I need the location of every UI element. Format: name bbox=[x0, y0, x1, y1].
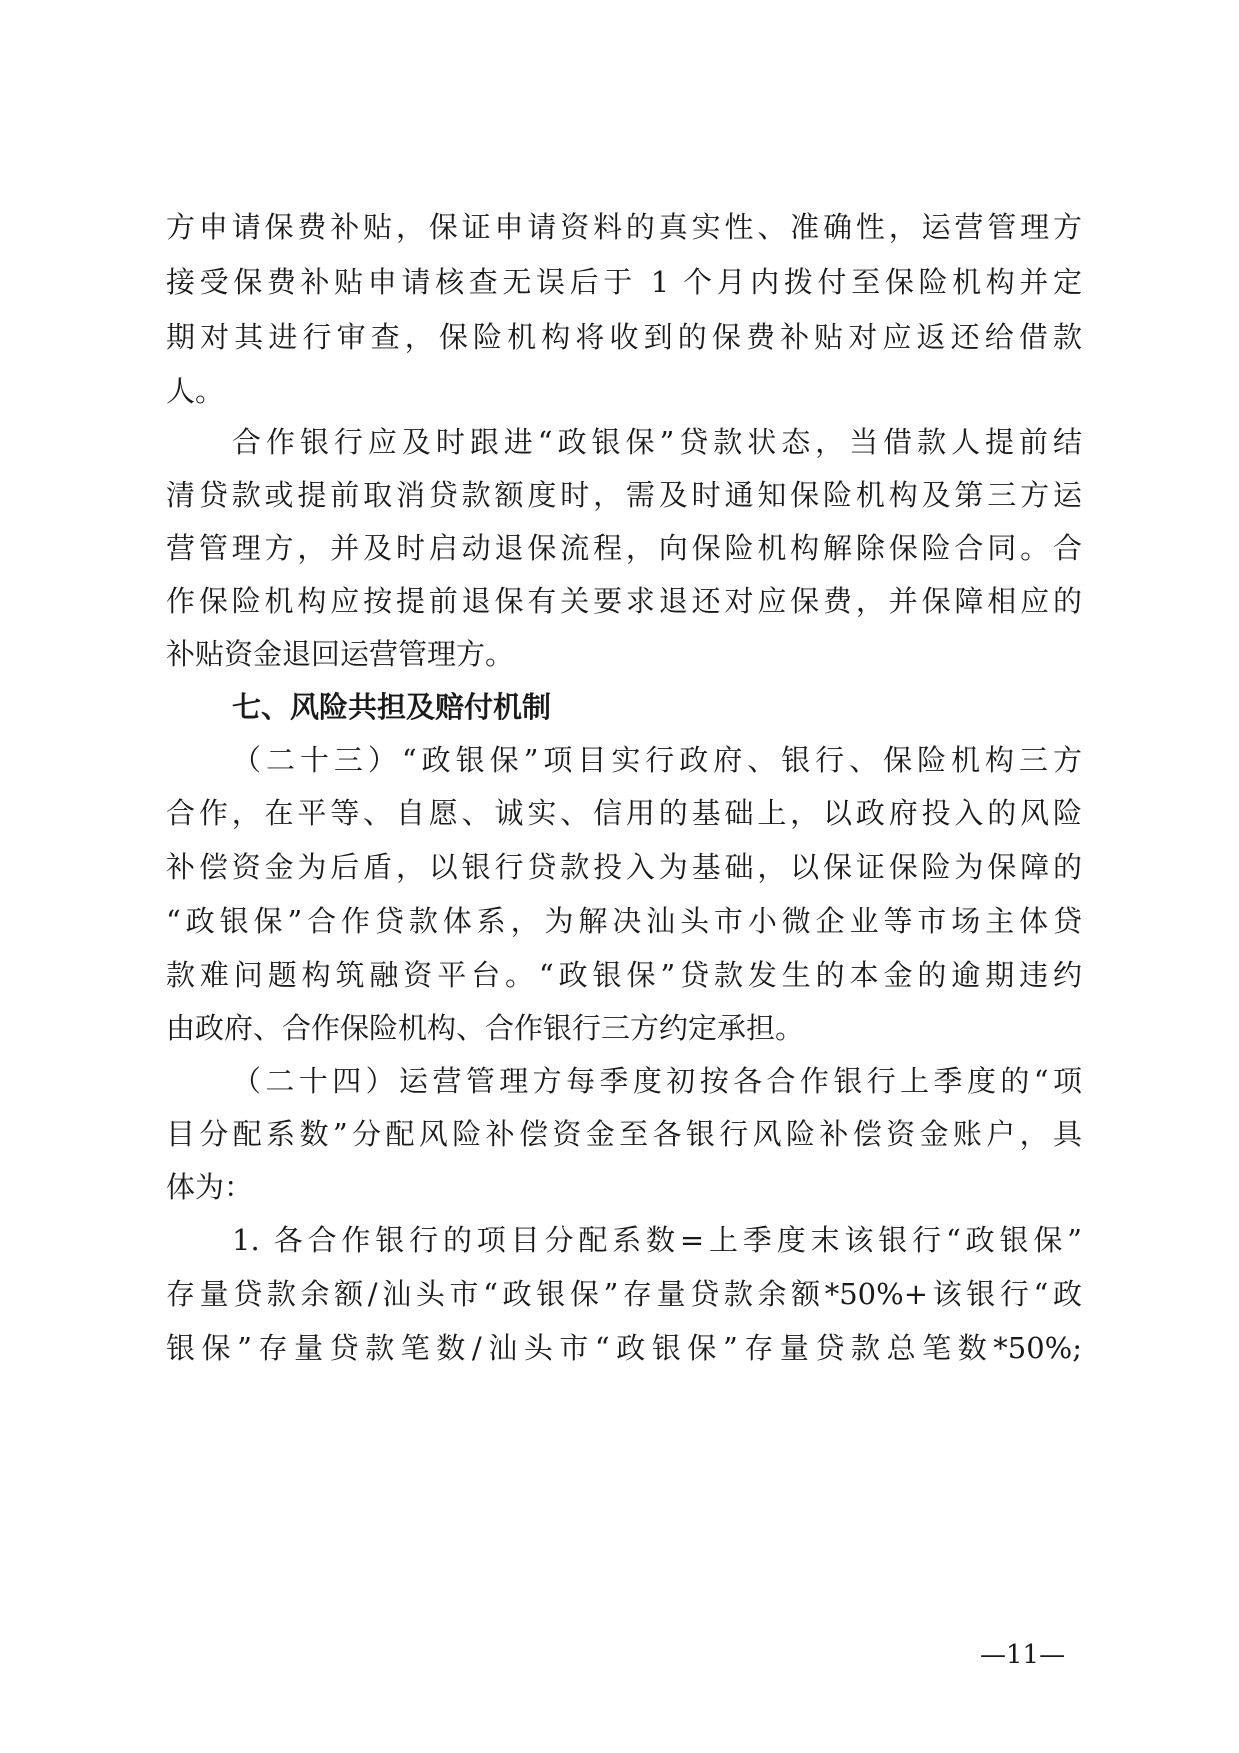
paragraph-line: 作保险机构应按提前退保有关要求退还对应保费，并保障相应的 bbox=[166, 584, 1082, 618]
paragraph-line: 1. 各合作银行的项目分配系数=上季度末该银行“政银保” bbox=[232, 1223, 1082, 1257]
paragraph-line: 人。 bbox=[166, 374, 225, 408]
paragraph-line: 接受保费补贴申请核查无误后于 1 个月内拨付至保险机构并定 bbox=[166, 265, 1082, 299]
paragraph-line: 体为： bbox=[166, 1170, 254, 1204]
paragraph-line: 期对其进行审查，保险机构将收到的保费补贴对应返还给借款 bbox=[166, 320, 1082, 354]
paragraph-line: （二十四）运营管理方每季度初按各合作银行上季度的“项 bbox=[232, 1064, 1082, 1098]
section-heading: 七、风险共担及赔付机制 bbox=[232, 690, 552, 724]
paragraph-line: 营管理方，并及时启动退保流程，向保险机构解除保险合同。合 bbox=[166, 531, 1082, 565]
paragraph-line: 款难问题构筑融资平台。“政银保”贷款发生的本金的逾期违约 bbox=[166, 958, 1082, 992]
paragraph-line: 银保”存量贷款笔数/汕头市“政银保”存量贷款总笔数*50%; bbox=[166, 1331, 1082, 1365]
paragraph-line: 存量贷款余额/汕头市“政银保”存量贷款余额*50%+该银行“政 bbox=[166, 1277, 1082, 1311]
paragraph-line: 补贴资金退回运营管理方。 bbox=[166, 637, 515, 671]
paragraph-line: 清贷款或提前取消贷款额度时，需及时通知保险机构及第三方运 bbox=[166, 478, 1082, 512]
paragraph-line: 由政府、合作保险机构、合作银行三方约定承担。 bbox=[166, 1011, 805, 1045]
paragraph-line: 合作银行应及时跟进“政银保”贷款状态，当借款人提前结 bbox=[232, 425, 1082, 459]
paragraph-line: 方申请保费补贴，保证申请资料的真实性、准确性，运营管理方 bbox=[166, 210, 1082, 244]
paragraph-line: 合作，在平等、自愿、诚实、信用的基础上，以政府投入的风险 bbox=[166, 796, 1082, 830]
paragraph-line: 补偿资金为后盾，以银行贷款投入为基础，以保证保险为保障的 bbox=[166, 850, 1082, 884]
paragraph-line: 目分配系数”分配风险补偿资金至各银行风险补偿资金账户，具 bbox=[166, 1117, 1082, 1151]
page-number: —11— bbox=[980, 1640, 1066, 1670]
paragraph-line: “政银保”合作贷款体系，为解决汕头市小微企业等市场主体贷 bbox=[166, 904, 1082, 938]
paragraph-line: （二十三）“政银保”项目实行政府、银行、保险机构三方 bbox=[232, 743, 1082, 777]
